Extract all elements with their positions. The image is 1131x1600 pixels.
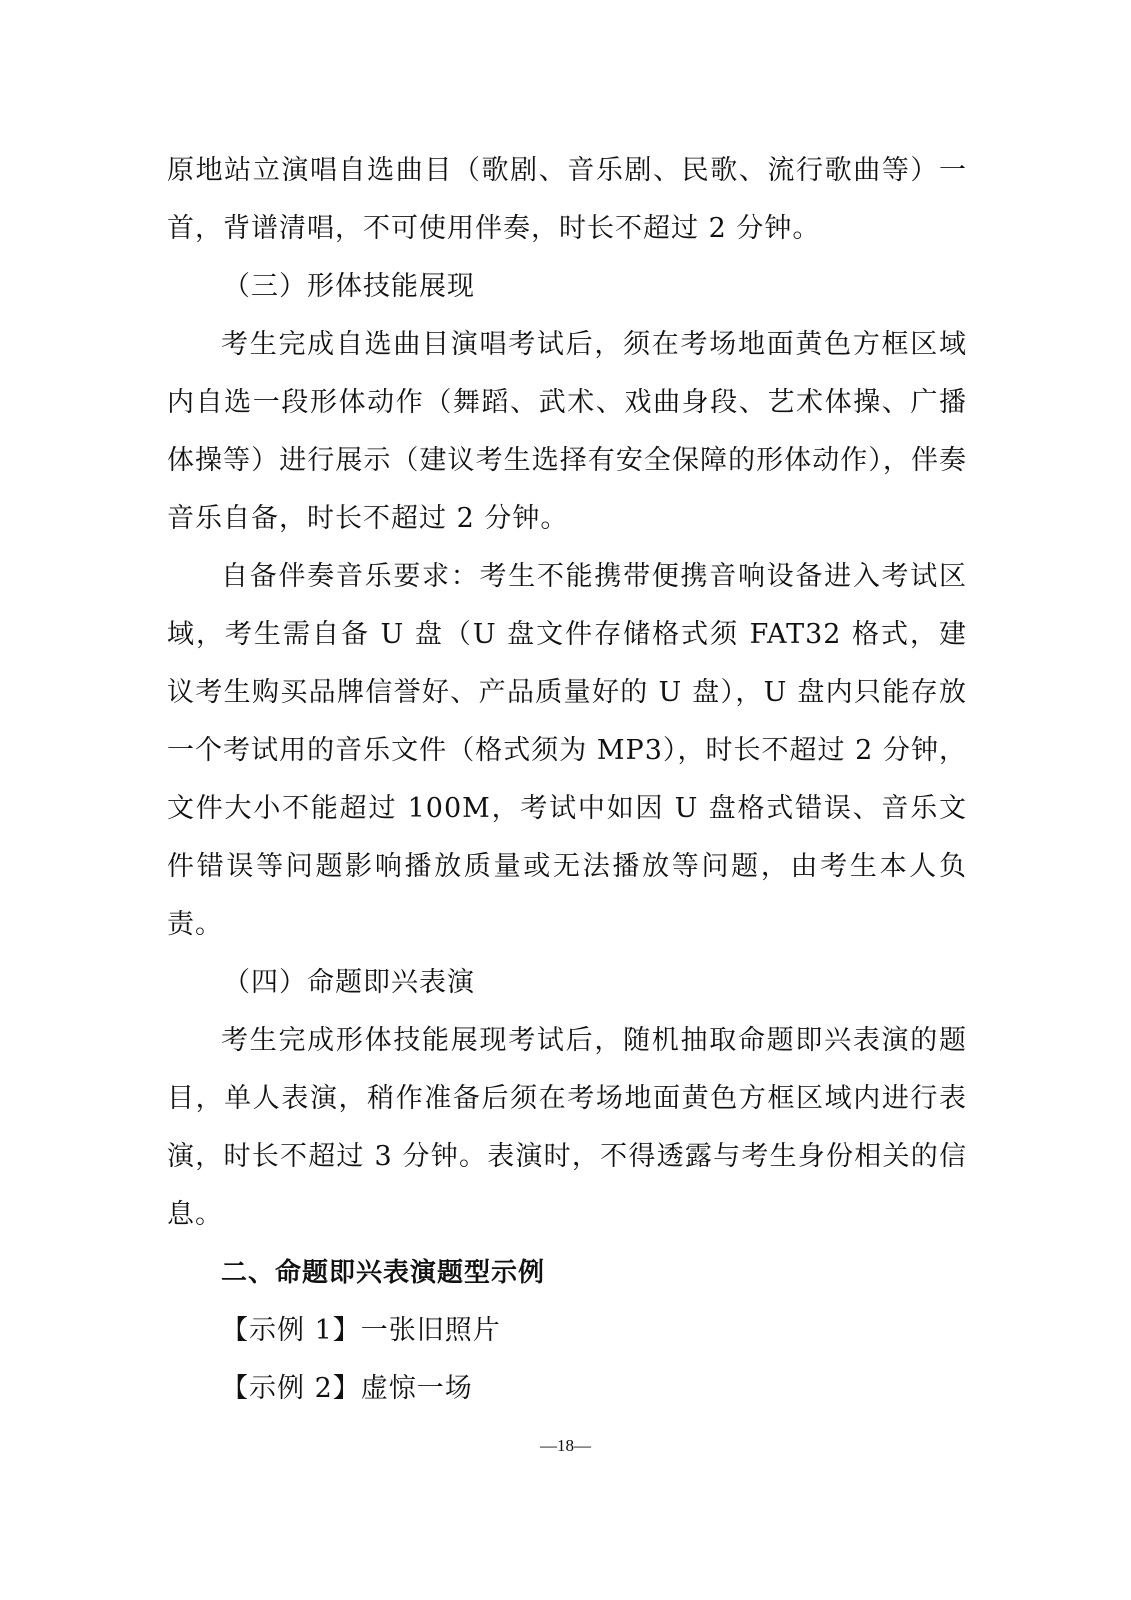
subheading-improv: （四）命题即兴表演 bbox=[223, 967, 475, 998]
page-number: —18— bbox=[540, 1436, 591, 1455]
paragraph-body-skills: 考生完成自选曲目演唱考试后，须在考场地面黄色方框区域内自选一段形体动作（舞蹈、武术、戏曲身段、艺术体操、广播体操等）进行展示（建议考生选择有安全保障的形体动作），伴奏音乐自备，时长不超过 2 分钟。 bbox=[167, 329, 967, 534]
paragraph-music-requirements: 自备伴奏音乐要求：考生不能携带便携音响设备进入考试区域，考生需自备 U 盘（U 盘文件存储格式须 FAT32 格式，建议考生购买品牌信誉好、产品质量好的 U 盘），U 盘内只能存放一个考试用的音乐文件（格式须为 MP3），时长不超过 2 分钟，文件大小不能超过 100M，考试中如因 U 盘格式错误、音乐文件错误等问题影响播放质量或无法播放等问题，由考生本人负责。 bbox=[167, 561, 967, 940]
example-item-1: 【示例 1】一张旧照片 bbox=[221, 1315, 501, 1346]
document-body bbox=[167, 142, 967, 1418]
paragraph-singing-requirement: 原地站立演唱自选曲目（歌剧、音乐剧、民歌、流行歌曲等）一首，背谱清唱，不可使用伴奏，时长不超过 2 分钟。 bbox=[167, 155, 967, 244]
example-item-2: 【示例 2】虚惊一场 bbox=[221, 1373, 473, 1404]
subheading-body-skills: （三）形体技能展现 bbox=[223, 271, 475, 302]
section-heading-examples: 二、命题即兴表演题型示例 bbox=[221, 1258, 546, 1288]
paragraph-improv: 考生完成形体技能展现考试后，随机抽取命题即兴表演的题目，单人表演，稍作准备后须在考场地面黄色方框区域内进行表演，时长不超过 3 分钟。表演时，不得透露与考生身份相关的信息。 bbox=[167, 1025, 967, 1230]
